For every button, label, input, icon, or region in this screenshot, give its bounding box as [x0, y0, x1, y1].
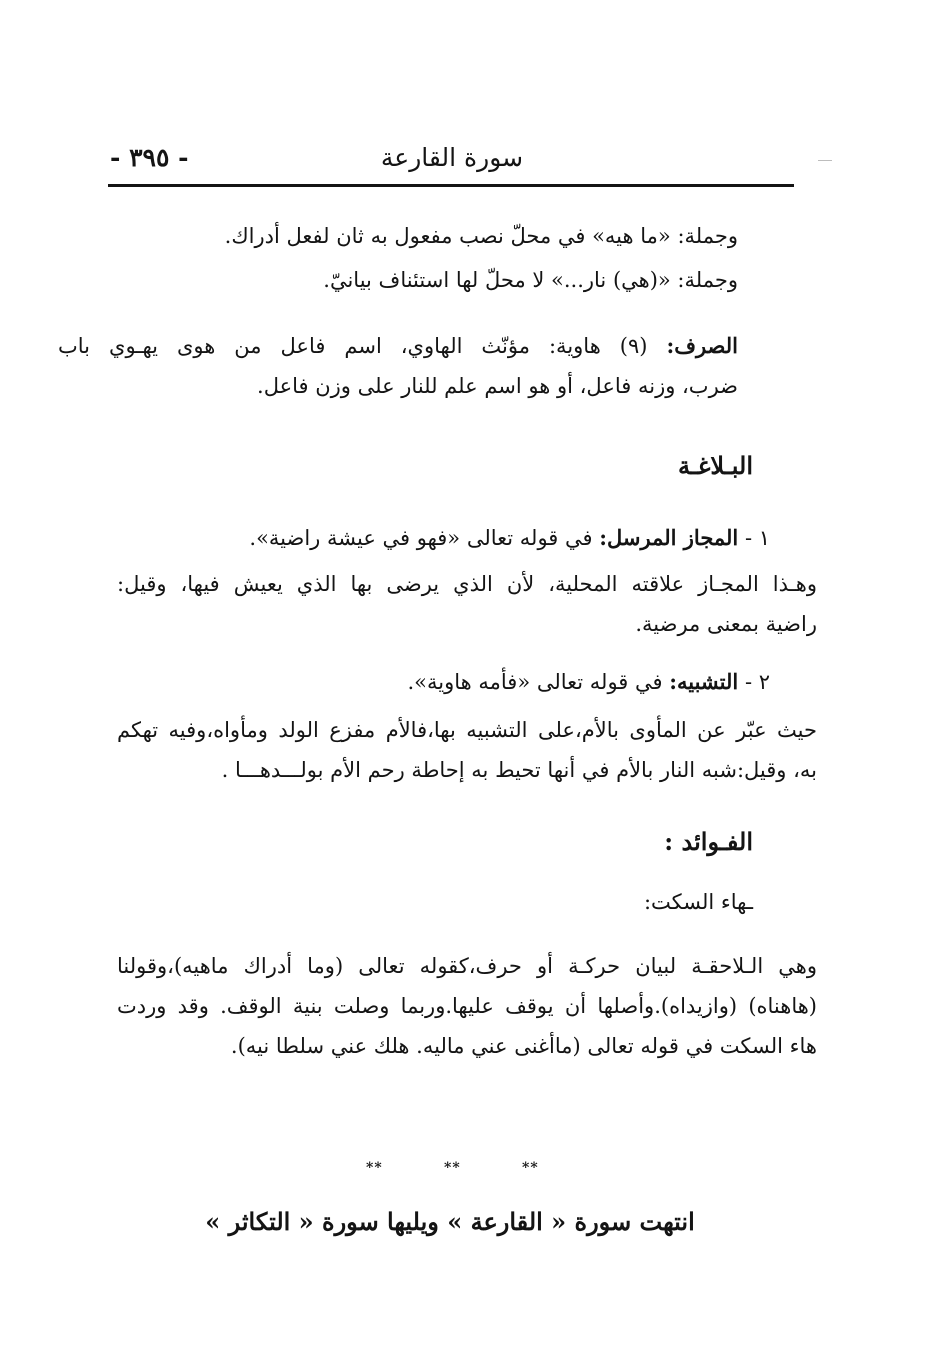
item-1-line-2: وهـذا المجـاز علاقته المحلية، لأن الذي يرضى بها الذي يعيش فيها، وقيل:: [117, 572, 817, 596]
stars-group-2: **: [444, 1160, 461, 1176]
star-separator: [360, 1160, 560, 1184]
page-header: [110, 138, 794, 182]
balagha-item-2-body: [117, 710, 817, 790]
sarf-paragraph: [58, 326, 738, 406]
page-title: سورة القارعة: [380, 143, 524, 172]
balagha-heading: البـلاغـة: [677, 451, 753, 480]
header-rule: [108, 184, 794, 187]
fawaid-heading: الفـوائد :: [664, 827, 753, 856]
item-1-title: المجاز المرسل:: [599, 525, 739, 550]
fawaid-line-2: (هاهناه) (وازيداه).وأصلها أن يوقف عليها.وربما وصلت بنية الوقف. وقد وردت: [117, 994, 817, 1018]
item-2-line-3: به، وقيل:شبه النار بالأم في أنها تحيط به إحاطة رحم الأم بولـــدهـــا .: [221, 758, 817, 782]
sarf-text-1: (٩) هاوية: مؤنّث الهاوي، اسم فاعل من هوى يهـوي باب: [58, 334, 648, 358]
scan-mark: [818, 160, 832, 161]
item-1-number: ١ -: [744, 526, 770, 550]
fawaid-subheading: ـهاء السكت:: [643, 890, 753, 914]
sarf-label: الصرف:: [666, 333, 738, 358]
surah-closing-note: انتهت سورة « القارعة » ويليها سورة « التكاثر »: [205, 1207, 695, 1236]
balagha-item-2-lead: [407, 662, 770, 702]
item-1-text: في قوله تعالى «فهو في عيشة راضية».: [249, 526, 593, 550]
item-1-line-3: راضية بمعنى مرضية.: [635, 612, 817, 636]
irab-line-1: وجملة: «ما هيه» في محلّ نصب مفعول به ثان لفعل أدراك.: [224, 224, 738, 248]
item-2-title: التشبيه:: [669, 669, 739, 694]
fawaid-line-1: وهي الـلاحقـة لبيان حركـة أو حرف،كقوله تعالى (وما أدراك ماهيه)،وقولنا: [117, 954, 817, 978]
item-2-text: في قوله تعالى «فأمه هاوية».: [407, 670, 663, 694]
balagha-item-1-body: [117, 564, 817, 644]
item-2-number: ٢ -: [744, 670, 770, 694]
balagha-item-1-lead: [249, 518, 770, 558]
sarf-line-1: [58, 326, 738, 366]
stars-group-1: **: [366, 1160, 383, 1176]
fawaid-line-3: هاء السكت في قوله تعالى (ماأغنى عني ماليه. هلك عني سلطا نيه).: [230, 1034, 817, 1058]
irab-line-2: وجملة: «(هي) نار...» لا محلّ لها استئناف بيانيّ.: [323, 268, 738, 292]
stars-group-3: **: [522, 1160, 539, 1176]
item-2-line-2: حيث عبّر عن المأوى بالأم،على التشبيه بها،فالأم مفزع الولد ومأواه،وفيه تهكم: [117, 718, 817, 742]
fawaid-paragraph: [117, 946, 817, 1066]
sarf-line-2: ضرب، وزنه فاعل، أو هو اسم علم للنار على وزن فاعل.: [257, 374, 738, 398]
page-number: - ٣٩٥ -: [110, 143, 189, 172]
